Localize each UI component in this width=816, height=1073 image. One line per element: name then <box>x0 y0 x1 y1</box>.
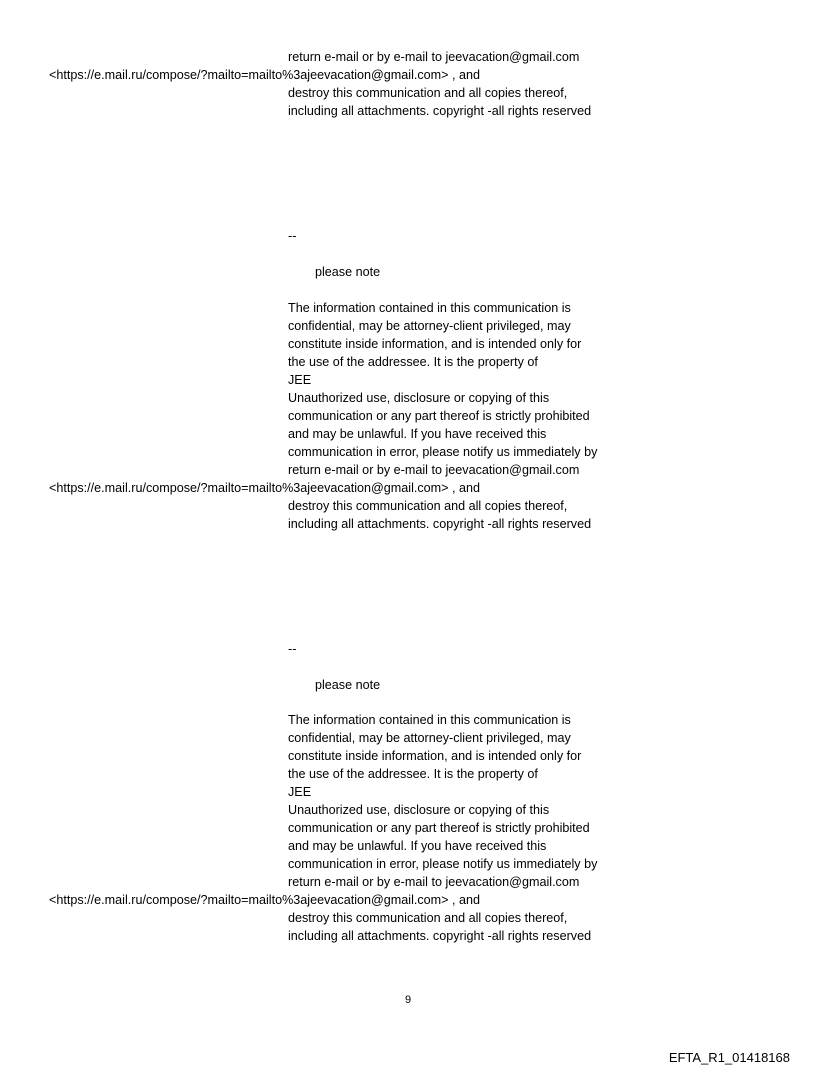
disclaimer-line: destroy this communication and all copies thereof, <box>288 86 568 100</box>
disclaimer-line: the use of the addressee. It is the property of <box>288 767 538 781</box>
disclaimer-line: confidential, may be attorney-client privileged, may <box>288 319 571 333</box>
disclaimer-line: the use of the addressee. It is the property of <box>288 355 538 369</box>
please-note-heading: please note <box>315 265 381 279</box>
disclaimer-line: Unauthorized use, disclosure or copying of this <box>288 391 550 405</box>
disclaimer-line: and may be unlawful. If you have received this <box>288 427 547 441</box>
disclaimer-line: including all attachments. copyright -all rights reserved <box>288 517 592 531</box>
disclaimer-line: return e-mail or by e-mail to jeevacation@gmail.com <box>288 50 580 64</box>
disclaimer-line: communication or any part thereof is strictly prohibited <box>288 821 590 835</box>
document-id: EFTA_R1_01418168 <box>668 1050 790 1065</box>
mailto-link-text: <https://e.mail.ru/compose/?mailto=mailto%3ajeevacation@gmail.com> , and <box>49 68 481 82</box>
disclaimer-line: constitute inside information, and is intended only for <box>288 337 582 351</box>
disclaimer-line: return e-mail or by e-mail to jeevacation@gmail.com <box>288 875 580 889</box>
disclaimer-line: including all attachments. copyright -all rights reserved <box>288 104 592 118</box>
disclaimer-line: communication in error, please notify us immediately by <box>288 445 598 459</box>
disclaimer-line: destroy this communication and all copies thereof, <box>288 499 568 513</box>
disclaimer-line: JEE <box>288 373 312 387</box>
disclaimer-line: JEE <box>288 785 312 799</box>
please-note-heading: please note <box>315 678 381 692</box>
separator-dashes: -- <box>288 229 297 243</box>
disclaimer-line: including all attachments. copyright -all rights reserved <box>288 929 592 943</box>
mailto-link-text: <https://e.mail.ru/compose/?mailto=mailto%3ajeevacation@gmail.com> , and <box>49 481 481 495</box>
disclaimer-line: The information contained in this communication is <box>288 713 571 727</box>
separator-dashes: -- <box>288 642 297 656</box>
disclaimer-line: and may be unlawful. If you have received this <box>288 839 547 853</box>
disclaimer-line: confidential, may be attorney-client privileged, may <box>288 731 571 745</box>
disclaimer-line: The information contained in this communication is <box>288 301 571 315</box>
disclaimer-line: constitute inside information, and is intended only for <box>288 749 582 763</box>
disclaimer-line: return e-mail or by e-mail to jeevacation@gmail.com <box>288 463 580 477</box>
disclaimer-line: communication or any part thereof is strictly prohibited <box>288 409 590 423</box>
disclaimer-line: destroy this communication and all copies thereof, <box>288 911 568 925</box>
disclaimer-line: communication in error, please notify us immediately by <box>288 857 598 871</box>
disclaimer-line: Unauthorized use, disclosure or copying of this <box>288 803 550 817</box>
mailto-link-text: <https://e.mail.ru/compose/?mailto=mailto%3ajeevacation@gmail.com> , and <box>49 893 481 907</box>
page-number: 9 <box>404 994 412 1006</box>
